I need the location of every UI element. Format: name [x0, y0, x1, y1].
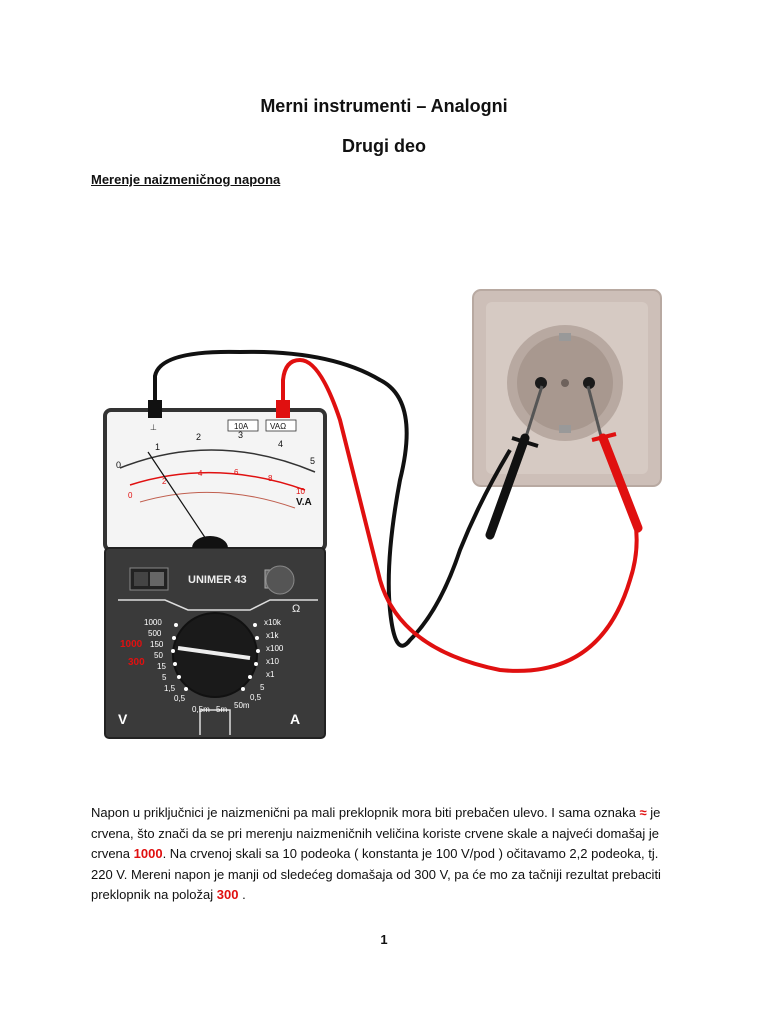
page-title: Merni instrumenti – Analogni	[260, 96, 508, 116]
scale-red-6: 6	[234, 468, 239, 477]
range-500: 500	[148, 629, 162, 638]
ohm-range-x100: x100	[266, 644, 284, 653]
range-15: 15	[157, 662, 166, 671]
range-1-5: 1,5	[164, 684, 176, 693]
range-300-highlight: 300	[216, 887, 239, 902]
current-range-50m: 50m	[234, 701, 250, 710]
red-range-1000: 1000	[120, 639, 143, 650]
range-150: 150	[150, 640, 164, 649]
range-1000: 1000	[144, 618, 162, 627]
scale-black-2: 2	[196, 432, 202, 442]
terminal-label-10a: 10A	[234, 422, 249, 431]
red-range-300: 300	[128, 657, 145, 668]
multimeter-socket-illustration	[100, 280, 680, 750]
ohm-range-x1k: x1k	[266, 631, 279, 640]
scale-black-1: 1	[155, 442, 161, 452]
paragraph-text-1: Napon u priključnici je naizmenični pa mali preklopnik mora biti prebačen ulevo. I sama oznaka	[91, 805, 636, 820]
current-range-5: 5	[260, 683, 265, 692]
scale-red-10: 10	[296, 487, 305, 496]
brand-label: UNIMER 43	[188, 574, 247, 586]
range-50: 50	[154, 651, 163, 660]
current-range-0-5: 0,5	[250, 693, 262, 702]
range-0-5: 0,5	[174, 694, 186, 703]
body-paragraph	[91, 803, 681, 906]
page-number: 1	[380, 932, 388, 947]
wall-socket	[473, 290, 661, 486]
paragraph-text-3: . Na crvenoj skali sa 10 podeoka ( konstanta je 100 V/pod ) očitavamo 2,2 podeoka, tj. 220 V. Mereni napon je manji od sledećeg domašaja od 300 V, pa će mo za tačniji rezultat prebaciti preklopnik na položaj	[91, 846, 661, 902]
label-v: V	[118, 711, 128, 727]
scale-red-4: 4	[198, 469, 203, 478]
terminal-label-vaohm: VAΩ	[270, 422, 287, 431]
scale-black-5: 5	[310, 456, 316, 466]
multimeter	[105, 400, 325, 738]
section-heading: Merenje naizmeničnog napona	[91, 172, 281, 187]
paragraph-text-4: .	[242, 887, 246, 902]
terminal-label-com: ⊥	[150, 423, 157, 432]
scale-black-4: 4	[278, 439, 284, 449]
range-5: 5	[162, 673, 167, 682]
current-range-0-5m: 0,5m	[192, 705, 210, 714]
current-range-5m: 5m	[216, 705, 228, 714]
scale-black-3: 3	[238, 430, 244, 440]
ohm-range-x1: x1	[266, 670, 275, 679]
label-a: A	[290, 711, 301, 727]
scale-red-2: 2	[162, 477, 167, 486]
page-subtitle: Drugi deo	[342, 136, 426, 156]
unit-label: V.A	[296, 497, 312, 508]
scale-red-8: 8	[268, 474, 273, 483]
scale-red-0: 0	[128, 491, 133, 500]
scale-black-0: 0	[116, 460, 122, 470]
paragraph-text-2: je crvena, što znači da se pri merenju naizmeničnih veličina koriste crvene skale a najveći domašaj je crvena	[91, 805, 661, 861]
range-1000-highlight: 1000	[133, 846, 163, 861]
ohm-range-x10: x10	[266, 657, 279, 666]
ac-symbol: ≈	[639, 805, 647, 820]
ohm-range-x10k: x10k	[264, 618, 281, 627]
ohm-symbol: Ω	[292, 603, 301, 615]
